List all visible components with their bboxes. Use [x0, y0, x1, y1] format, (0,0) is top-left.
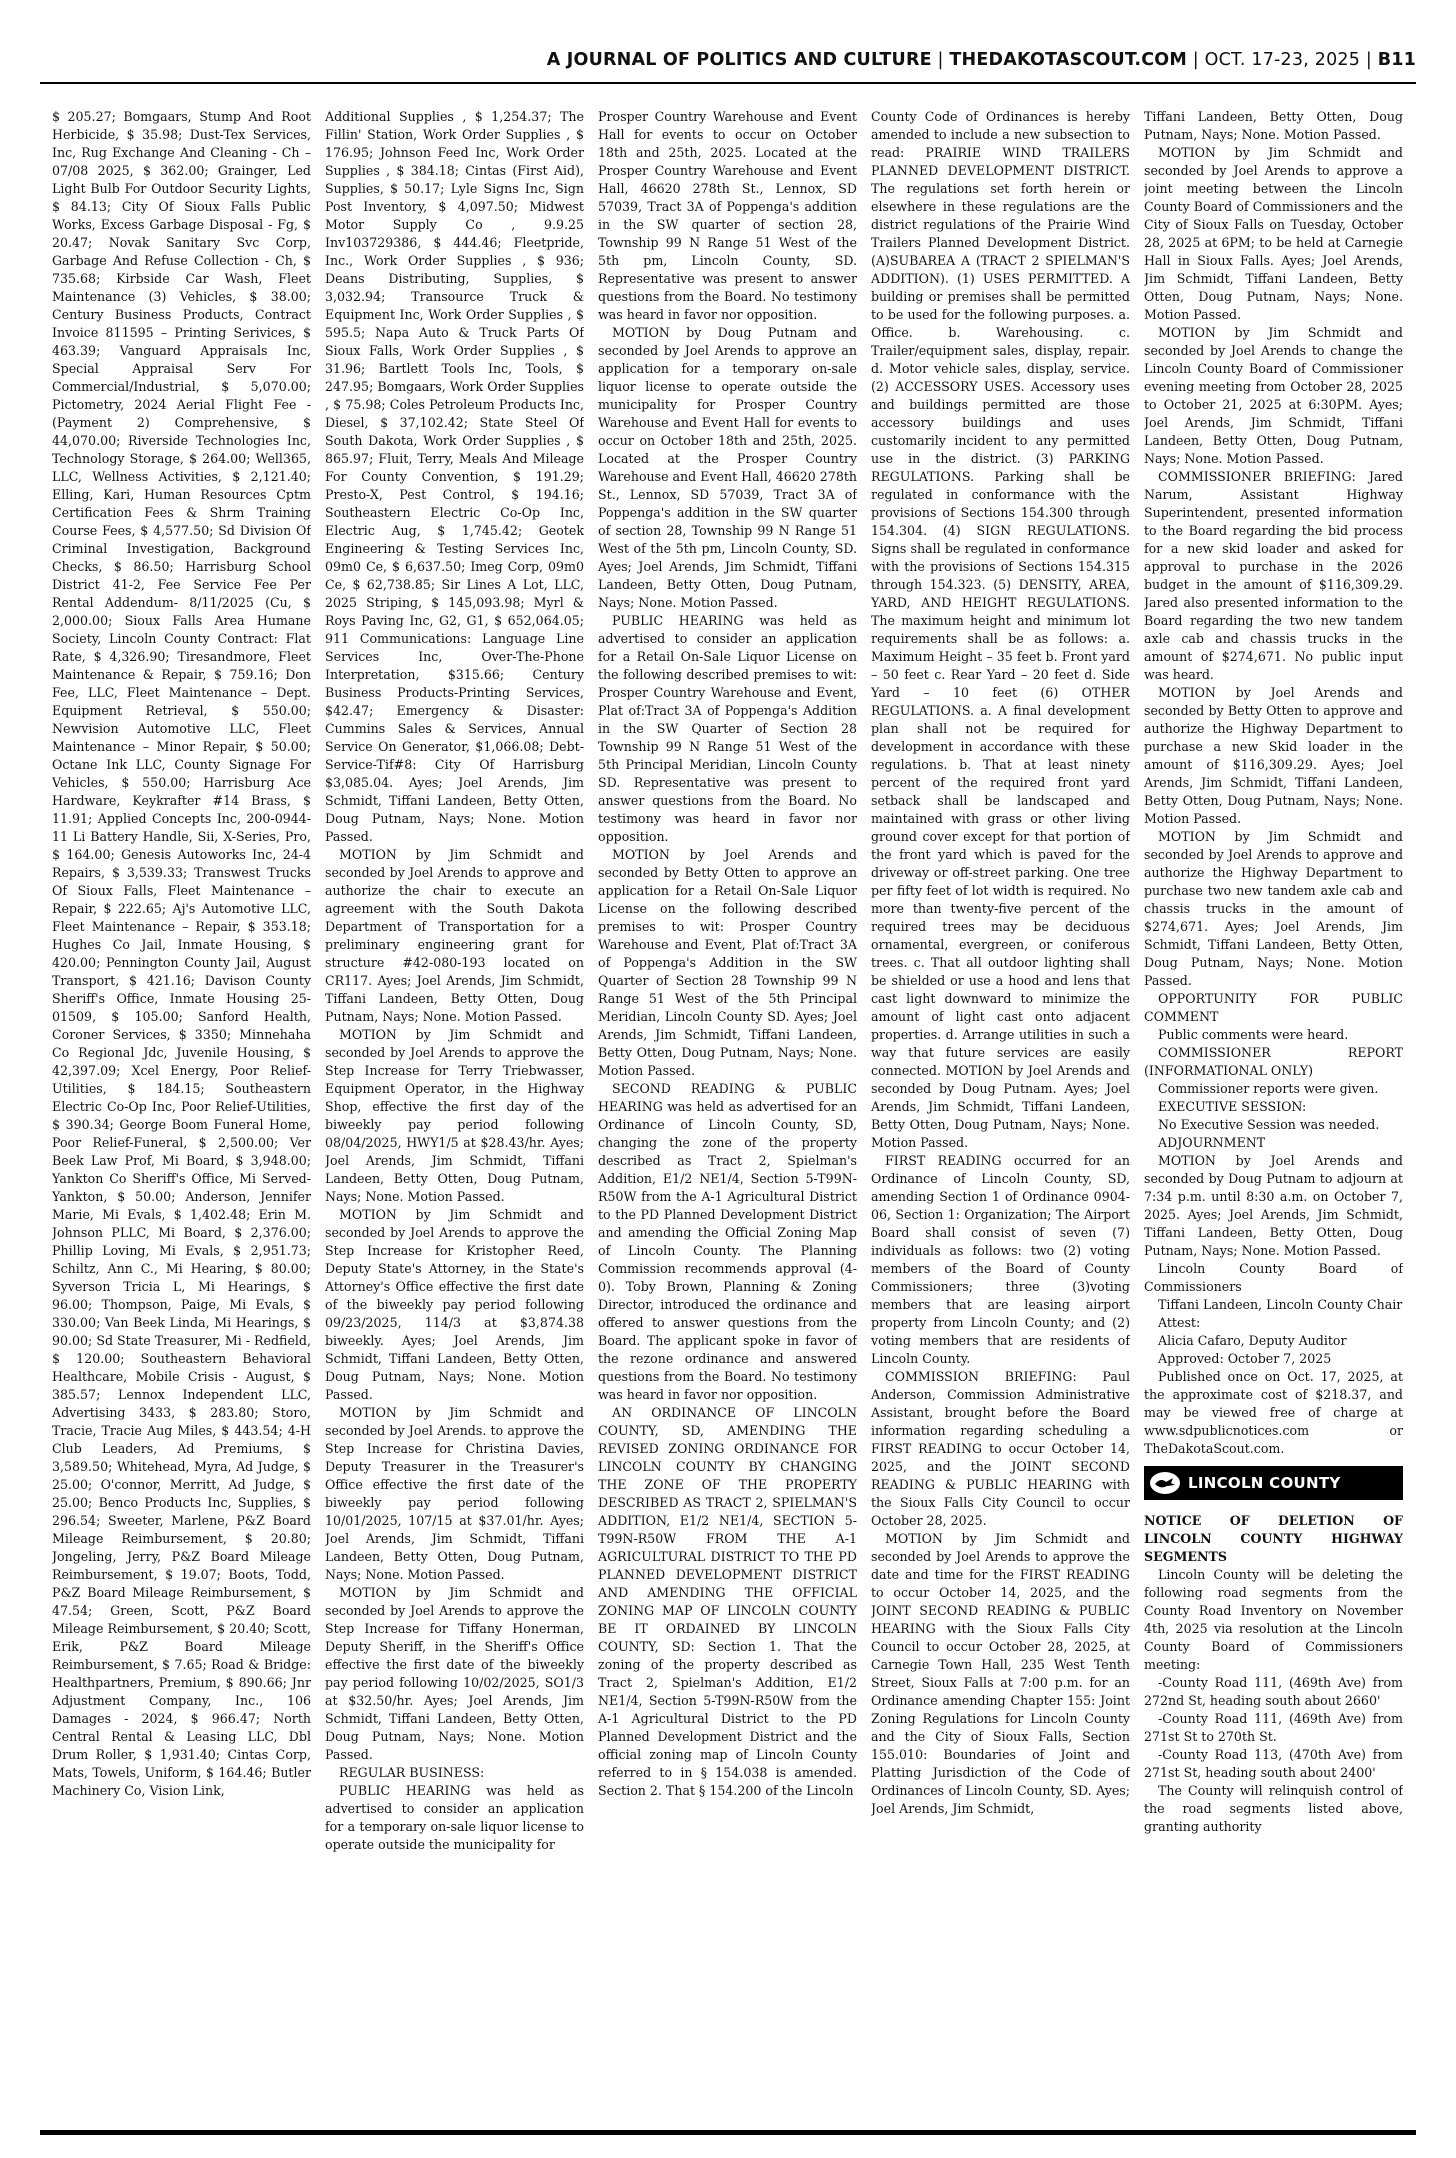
page-number: B11	[1377, 50, 1416, 70]
list-item: -County Road 113, (470th Ave) from 271st St, heading south about 2400'	[1144, 1747, 1403, 1780]
list-item: -County Road 111, (469th Ave) from 272nd St, heading south about 2660'	[1144, 1675, 1403, 1708]
paragraph: MOTION by Jim Schmidt and seconded by Joel Arends to approve and authorize the Highway Department to purchase two new tandem axle cab and chassis trucks in the amount of $274,671. Ayes; Joel Arends, Jim Schmidt, Tiffani Landeen, Betty Otten, Doug Putnam, Nays; None. Motion Passed.	[1144, 829, 1403, 988]
paragraph: Commissioner reports were given.	[1158, 1081, 1379, 1096]
footer-rule	[40, 2130, 1416, 2135]
paragraph: MOTION by Jim Schmidt and seconded by Joel Arends to approve a joint meeting between the Lincoln County Board of Commissioners and the City of Sioux Falls on Tuesday, October 28, 2025 at 6PM; to be held at Carnegie Hall in Sioux Falls. Ayes; Joel Arends, Jim Schmidt, Tiffani Landeen, Betty Otten, Doug Putnam, Nays; None. Motion Passed.	[1144, 145, 1403, 322]
header-separator: |	[1187, 50, 1205, 70]
paragraph: MOTION by Jim Schmidt and seconded by Joel Arends to approve the Step Increase for Tiffany Honerman, Deputy Sheriff, in the Sheriff's Office effective the first date of the biweekly pay period following 10/02/2025, SO1/3 at $32.50/hr. Ayes; Joel Arends, Jim Schmidt, Tiffani Landeen, Betty Otten, Doug Putnam, Nays; None. Motion Passed.	[325, 1585, 584, 1762]
article-columns	[52, 108, 1404, 2116]
paragraph: Public comments were heard.	[1158, 1027, 1349, 1042]
paragraph: SECOND READING & PUBLIC HEARING was held as advertised for an Ordinance of Lincoln County, SD, changing the zone of the property described as Tract 2, Spielman's Addition, E1/2 NE1/4, Section 5-T99N-R50W from the A-1 Agricultural District to the PD Planned Development District and amending the Official Zoning Map of Lincoln County. The Planning Commission recommends approval (4-0). Toby Brown, Planning & Zoning Director, introduced the ordinance and offered to answer questions from the Board. The applicant spoke in favor of the rezone ordinance and answered questions from the Board. No testimony was heard in favor nor opposition.	[598, 1081, 857, 1402]
column-1	[52, 108, 311, 2116]
paragraph: MOTION by Jim Schmidt and seconded by Joel Arends to approve the Step Increase for Kristopher Reed, Deputy State's Attorney, in the State's Attorney's Office effective the first date of the biweekly pay period following 09/23/2025, 114/3 at $3,874.38 biweekly. Ayes; Joel Arends, Jim Schmidt, Tiffani Landeen, Betty Otten, Doug Putnam, Nays; None. Motion Passed.	[325, 1207, 584, 1402]
journal-tagline: A JOURNAL OF POLITICS AND CULTURE	[546, 50, 932, 70]
paragraph: MOTION by Jim Schmidt and seconded by Joel Arends to approve the date and time for the FIRST READING to occur October 14, 2025, and the JOINT SECOND READING & PUBLIC HEARING with the Sioux Falls City Council to occur October 28, 2025, at Carnegie Town Hall, 235 West Tenth Street, Sioux Falls at 7:00 p.m. for an Ordinance amending Chapter 155: Joint Zoning Regulations for Lincoln County and the City of Sioux Falls, Section 155.010: Boundaries of Joint and Platting Jurisdiction of the Code of Ordinances of Lincoln County, SD. Ayes; Joel Arends, Jim Schmidt,	[871, 1531, 1130, 1816]
site-name: THEDAKOTASCOUT.COM	[949, 50, 1187, 70]
signature-block: Attest:	[1158, 1315, 1201, 1330]
paragraph: FIRST READING occurred for an Ordinance of Lincoln County, SD, amending Section 1 of Ordinance 0904-06, Section 1: Organization; The Airport Board shall consist of seven (7) individuals as follows: two (2) voting members of the Board of County Commissioners; three (3)voting members that are leasing airport property from Lincoln County; and (2) voting members that are residents of Lincoln County.	[871, 1153, 1130, 1366]
dakota-scout-logo-icon	[1150, 1472, 1180, 1494]
signature-block: Approved: October 7, 2025	[1158, 1351, 1332, 1366]
paragraph: MOTION by Jim Schmidt and seconded by Joel Arends to approve and authorize the chair to execute an agreement with the South Dakota Department of Transportation for a preliminary engineering grant for structure #42-080-193 located on CR117. Ayes; Joel Arends, Jim Schmidt, Tiffani Landeen, Betty Otten, Doug Putnam, Nays; None. Motion Passed.	[325, 847, 584, 1024]
paragraph: MOTION by Joel Arends and seconded by Doug Putnam to adjourn at 7:34 p.m. until 8:30 a.m. on October 7, 2025. Ayes; Joel Arends, Jim Schmidt, Tiffani Landeen, Betty Otten, Doug Putnam, Nays; None. Motion Passed.	[1144, 1153, 1403, 1258]
column-3	[598, 108, 857, 2116]
paragraph: MOTION by Jim Schmidt and seconded by Joel Arends to approve the Step Increase for Terry Triebwasser, Equipment Operator, in the Highway Shop, effective the first day of the biweekly pay period following 08/04/2025, HWY1/5 at $28.43/hr. Ayes; Joel Arends, Jim Schmidt, Tiffani Landeen, Betty Otten, Doug Putnam, Nays; None. Motion Passed.	[325, 1027, 584, 1204]
section-heading: ADJOURNMENT	[1158, 1135, 1266, 1150]
list-item: -County Road 111, (469th Ave) from 271st St to 270th St.	[1144, 1711, 1403, 1744]
column-5	[1144, 108, 1403, 2116]
paragraph: MOTION by Joel Arends and seconded by Betty Otten to approve and authorize the Highway Department to purchase a new Skid loader in the amount of $116,309.29. Ayes; Joel Arends, Jim Schmidt, Tiffani Landeen, Betty Otten, Doug Putnam, Nays; None. Motion Passed.	[1144, 685, 1403, 826]
paragraph: Tiffani Landeen, Betty Otten, Doug Putnam, Nays; None. Motion Passed.	[1144, 109, 1403, 142]
section-heading: COMMISSIONER REPORT (INFORMATIONAL ONLY)	[1144, 1045, 1403, 1078]
header-separator: |	[1360, 50, 1378, 70]
column-2	[325, 108, 584, 2116]
paragraph: The County will relinquish control of the road segments listed above, granting authority	[1144, 1783, 1403, 1834]
paragraph: PUBLIC HEARING was held as advertised to consider an application for a temporary on-sale liquor license to operate outside the municipality for	[325, 1783, 584, 1852]
paragraph: Prosper Country Warehouse and Event Hall for events to occur on October 18th and 25th, 2025. Located at the Prosper Country Warehouse and Event Hall, 46620 278th St., Lennox, SD 57039, Tract 3A of Poppenga's addition in the SW quarter of section 28, Township 99 N Range 51 West of the 5th pm, Lincoln County, SD. Representative was present to answer questions from the Board. No testimony was heard in favor nor opposition.	[598, 109, 857, 322]
page-header	[40, 38, 1416, 84]
paragraph: Additional Supplies , $ 1,254.37; The Fillin' Station, Work Order Supplies , $ 176.95; Johnson Feed Inc, Work Order Supplies , $ 384.18; Cintas (First Aid), Supplies, $ 50.17; Lyle Signs Inc, Sign Post Inventory, $ 4,097.50; Midwest Motor Supply Co , 9.9.25 Inv103729386, $ 444.46; Fleetpride, Inc., Work Order Supplies , $ 936; Deans Distributing, Supplies, $ 3,032.94; Transource Truck & Equipment Inc, Work Order Supplies , $ 595.5; Napa Auto & Truck Parts Of Sioux Falls, Work Order Supplies , $ 31.96; Bartlett Tools Inc, Tools, $ 247.95; Bomgaars, Work Order Supplies , $ 75.98; Coles Petroleum Products Inc, Diesel, $ 37,102.42; State Steel Of South Dakota, Work Order Supplies , $ 865.97; Fluit, Terry, Meals And Mileage For County Convention, $ 191.29; Presto-X, Pest Control, $ 194.16; Southeastern Electric Co-Op Inc, Electric Aug, $ 1,745.42; Geotek Engineering & Testing Services Inc, 09m0 Ce, $ 6,637.50; Imeg Corp, 09m0 Ce, $ 62,738.85; Sir Lines A Lot, LLC, 2025 Striping, $ 145,093.98; Myrl & Roys Paving Inc, G2, G1, $ 652,064.05; 911 Communications: Language Line Services Inc, Over-The-Phone Interpretation, $315.66; Century Business Products-Printing Services, $42.47; Emergency & Disaster: Cummins Sales & Services, Annual Service On Generator, $1,066.08; Debt-Service-Tif#8: City Of Harrisburg $3,085.04. Ayes; Joel Arends, Jim Schmidt, Tiffani Landeen, Betty Otten, Doug Putnam, Nays; None. Motion Passed.	[325, 109, 584, 844]
paragraph: MOTION by Doug Putnam and seconded by Joel Arends to approve an application for a temporary on-sale liquor license to operate outside the municipality for Prosper Country Warehouse and Event Hall for events to occur on October 18th and 25th, 2025. Located at the Prosper Country Warehouse and Event Hall, 46620 278th St., Lennox, SD 57039, Tract 3A of Poppenga's addition in the SW quarter of section 28, Township 99 N Range 51 West of the 5th pm, Lincoln County, SD. Ayes; Joel Arends, Jim Schmidt, Tiffani Landeen, Betty Otten, Doug Putnam, Nays; None. Motion Passed.	[598, 325, 857, 610]
paragraph: $ 205.27; Bomgaars, Stump And Root Herbicide, $ 35.98; Dust-Tex Services, Inc, Rug Exchange And Cleaning - Ch – 07/08 2025, $ 362.00; Grainger, Led Light Bulb For Outdoor Security Lights, $ 84.13; City Of Sioux Falls Public Works, Excess Garbage Disposal - Fg, $ 20.47; Novak Sanitary Svc Corp, Garbage And Refuse Collection - Ch, $ 735.68; Kirbside Car Wash, Fleet Maintenance (3) Vehicles, $ 38.00; Century Business Products, Contract Invoice 811595 – Printing Serivices, $ 463.39; Vanguard Appraisals Inc, Special Appraisal Serv For Commercial/Industrial, $ 5,070.00; Pictometry, 2024 Aerial Flight Fee - (Payment 2) Comprehensive, $ 44,070.00; Riverside Technologies Inc, Technology Storage, $ 264.00; Well365, LLC, Wellness Activities, $ 2,121.40; Elling, Kari, Human Resources Cptm Certification Fees & Shrm Training Course Fees, $ 4,577.50; Sd Division Of Criminal Investigation, Background Checks, $ 86.50; Harrisburg School District 41-2, Fee Service Fee Per Rental Addendum- 8/11/2025 (Cu, $ 2,000.00; Sioux Falls Area Humane Society, Lincoln County Contract: Flat Rate, $ 4,326.90; Tiresandmore, Fleet Maintenance & Repair, $ 759.16; Don Fee, LLC, Fleet Maintenance – Dept. Equipment Retrieval, $ 550.00; Newvision Automotive LLC, Fleet Maintenance – Minor Repair, $ 50.00; Octane Ink LLC, County Signage For Vehicles, $ 550.00; Harrisburg Ace Hardware, Keykrafter #14 Brass, $ 11.91; Applied Concepts Inc, 200-0944-11 Li Battery Handle, Sii, X-Series, Pro, $ 164.00; Genesis Autoworks Inc, 24-4 Repairs, $ 3,539.33; Transwest Trucks Of Sioux Falls, Fleet Maintenance – Repair, $ 222.65; Aj's Automotive LLC, Fleet Maintenance – Repair, $ 353.18; Hughes Co Jail, Inmate Housing, $ 420.00; Pennington County Jail, August Transport, $ 421.16; Davison County Sheriff's Office, Inmate Housing 25-01509, $ 105.00; Sanford Health, Coroner Services, $ 3350; Minnehaha Co Regional Jdc, Juvenile Housing, $ 42,397.09; Xcel Energy, Poor Relief-Utilities, $ 184.15; Southeastern Electric Co-Op Inc, Poor Relief-Utilities, $ 390.34; George Boom Funeral Home, Poor Relief-Funeral, $ 2,500.00; Ver Beek Law Prof, Mi Board, $ 3,948.00; Yankton Co Sheriff's Office, Mi Served-Yankton, $ 50.00; Anderson, Jennifer Marie, Mi Evals, $ 1,402.48; Erin M. Johnson PLLC, Mi Board, $ 2,376.00; Phillip Loving, Mi Evals, $ 2,951.73; Schiltz, Ann C., Mi Hearing, $ 80.00; Syverson Tricia L, Mi Hearings, $ 96.00; Thompson, Paige, Mi Evals, $ 330.00; Van Beek Linda, Mi Hearings, $ 90.00; Sd State Treasurer, Mi - Redfield, $ 120.00; Southeastern Behavioral Healthcare, Mobile Crisis - August, $ 385.57; Lennox Independent LLC, Advertising 3433, $ 283.80; Storo, Tracie, Tracie Aug Miles, $ 443.54; 4-H Club Leaders, Ad Premiums, $ 3,589.50; Whitehead, Myra, Ad Judge, $ 25.00; O'connor, Merritt, Ad Judge, $ 25.00; Benco Products Inc, Supplies, $ 296.54; Sweeter, Marlene, P&Z Board Mileage Reimbursement, $ 20.80; Jongeling, Jerry, P&Z Board Mileage Reimbursement, $ 19.07; Boots, Todd, P&Z Board Mileage Reimbursement, $ 47.54; Green, Scott, P&Z Board Mileage Reimbursement, $ 20.40; Scott, Erik, P&Z Board Mileage Reimbursement, $ 7.65; Road & Bridge: Healthpartners, Premium, $ 890.66; Jnr Adjustment Company, Inc., 106 Damages - 2024, $ 966.47; North Central Rental & Leasing LLC, Dbl Drum Roller, $ 1,931.40; Cintas Corp, Mats, Towels, Uniform, $ 164.46; Butler Machinery Co, Vision Link,	[52, 109, 311, 1798]
header-separator: |	[931, 50, 950, 70]
paragraph: PUBLIC HEARING was held as advertised to consider an application for a Retail On-Sale Liquor License on the following described premises to wit: Prosper Country Warehouse and Event, Plat of:Tract 3A of Poppenga's Addition in the SW Quarter of Section 28 Township 99 N Range 51 West of the 5th Principal Meridian, Lincoln County SD. Representative was present to answer questions from the Board. No testimony was heard in favor nor opposition.	[598, 613, 857, 844]
section-heading: EXECUTIVE SESSION:	[1158, 1099, 1307, 1114]
section-banner	[1144, 1466, 1403, 1500]
section-heading: OPPORTUNITY FOR PUBLIC COMMENT	[1144, 991, 1403, 1024]
paragraph: County Code of Ordinances is hereby amended to include a new subsection to read: PRAIRIE WIND TRAILERS PLANNED DEVELOPMENT DISTRICT. The regulations set forth herein or elsewhere in these regulations are the district regulations of the Prairie Wind Trailers Planned Development District. (A)SUBAREA A (TRACT 2 SPIELMAN'S ADDITION). (1) USES PERMITTED. A building or premises shall be permitted to be used for the following purposes. a. Office. b. Warehousing. c. Trailer/equipment sales, display, repair. d. Motor vehicle sales, display, service. (2) ACCESSORY USES. Accessory uses and buildings permitted are those accessory buildings and uses customarily incident to any permitted use in the district. (3) PARKING REGULATIONS. Parking shall be regulated in conformance with the provisions of Sections 154.300 through 154.304. (4) SIGN REGULATIONS. Signs shall be regulated in conformance with the provisions of Sections 154.315 through 154.323. (5) DENSITY, AREA, YARD, AND HEIGHT REGULATIONS. The maximum height and minimum lot requirements shall be as follows: a. Maximum Height – 35 feet b. Front yard – 50 feet c. Rear Yard – 20 feet d. Side Yard – 10 feet (6) OTHER REGULATIONS. a. A final development plan shall not be required for development in accordance with these regulations. b. That at least ninety percent of the required front yard setback shall be landscaped and maintained with grass or other living ground cover except for that portion of the front yard which is paved for the driveway or off-street parking. One tree per fifty feet of lot width is required. No more than twenty-five percent of the required trees may be deciduous ornamental, evergreen, or coniferous trees. c. That all outdoor lighting shall be shielded or use a hood and lens that cast light downward to minimize the amount of light cast onto adjacent properties. d. Arrange utilities in such a way that future services are easily connected. MOTION by Joel Arends and seconded by Doug Putnam. Ayes; Joel Arends, Jim Schmidt, Tiffani Landeen, Betty Otten, Doug Putnam, Nays; None. Motion Passed.	[871, 109, 1130, 1150]
paragraph: MOTION by Joel Arends and seconded by Betty Otten to approve an application for a Retail On-Sale Liquor License on the following described premises to wit: Prosper Country Warehouse and Event, Plat of:Tract 3A of Poppenga's Addition in the SW Quarter of Section 28 Township 99 N Range 51 West of the 5th Principal Meridian, Lincoln County SD. Ayes; Joel Arends, Jim Schmidt, Tiffani Landeen, Betty Otten, Doug Putnam, Nays; None. Motion Passed.	[598, 847, 857, 1078]
paragraph: MOTION by Jim Schmidt and seconded by Joel Arends to change the Lincoln County Board of Commissioner evening meeting from October 28, 2025 to October 21, 2025 at 6:30PM. Ayes; Joel Arends, Jim Schmidt, Tiffani Landeen, Betty Otten, Doug Putnam, Nays; None. Motion Passed.	[1144, 325, 1403, 466]
publication-note: Published once on Oct. 17, 2025, at the approximate cost of $218.37, and may be viewed free of charge at www.sdpublicnotices.com or TheDakotaScout.com.	[1144, 1369, 1403, 1456]
signature-block: Lincoln County Board of Commissioners	[1144, 1261, 1403, 1294]
paragraph: COMMISSION BRIEFING: Paul Anderson, Commission Administrative Assistant, brought before the Board information regarding scheduling a FIRST READING to occur October 14, 2025, and the JOINT SECOND READING & PUBLIC HEARING with the Sioux Falls City Council to occur October 28, 2025.	[871, 1369, 1130, 1528]
signature-block: Tiffani Landeen, Lincoln County Chair	[1158, 1297, 1403, 1312]
paragraph: COMMISSIONER BRIEFING: Jared Narum, Assistant Highway Superintendent, presented information to the Board regarding the bid process for a new skid loader and asked for approval to purchase in the 2026 budget in the amount of $116,309.29. Jared also presented information to the Board regarding the two new tandem axle cab and chassis trucks in the amount of $274,671. No public input was heard.	[1144, 469, 1403, 682]
notice-title: NOTICE OF DELETION OF LINCOLN COUNTY HIGHWAY SEGMENTS	[1144, 1513, 1403, 1564]
paragraph: No Executive Session was needed.	[1158, 1117, 1380, 1132]
ordinance-text: AN ORDINANCE OF LINCOLN COUNTY, SD, AMENDING THE REVISED ZONING ORDINANCE FOR LINCOLN COUNTY BY CHANGING THE ZONE OF THE PROPERTY DESCRIBED AS TRACT 2, SPIELMAN'S ADDITION, E1/2 NE1/4, SECTION 5-T99N-R50W FROM THE A-1 AGRICULTURAL DISTRICT TO THE PD PLANNED DEVELOPMENT DISTRICT AND AMENDING THE OFFICIAL ZONING MAP OF LINCOLN COUNTY BE IT ORDAINED BY LINCOLN COUNTY, SD: Section 1. That the zoning of the property described as Tract 2, Spielman's Addition, E1/2 NE1/4, Section 5-T99N-R50W from the A-1 Agricultural District to the PD Planned Development District and the official zoning map of Lincoln County referred to in § 154.038 is amended. Section 2. That § 154.200 of the Lincoln	[598, 1405, 857, 1798]
signature-block: Alicia Cafaro, Deputy Auditor	[1158, 1333, 1347, 1348]
paragraph: MOTION by Jim Schmidt and seconded by Joel Arends. to approve the Step Increase for Christina Davies, Deputy Treasurer in the Treasurer's Office effective the first date of the biweekly pay period following 10/01/2025, 107/15 at $37.01/hr. Ayes; Joel Arends, Jim Schmidt, Tiffani Landeen, Betty Otten, Doug Putnam, Nays; None. Motion Passed.	[325, 1405, 584, 1582]
section-banner-label: LINCOLN COUNTY	[1188, 1474, 1341, 1492]
column-4	[871, 108, 1130, 2116]
section-heading: REGULAR BUSINESS:	[339, 1765, 485, 1780]
issue-date: OCT. 17-23, 2025	[1204, 50, 1361, 70]
paragraph: Lincoln County will be deleting the following road segments from the County Road Inventory on November 4th, 2025 via resolution at the Lincoln County Board of Commissioners meeting:	[1144, 1567, 1403, 1672]
